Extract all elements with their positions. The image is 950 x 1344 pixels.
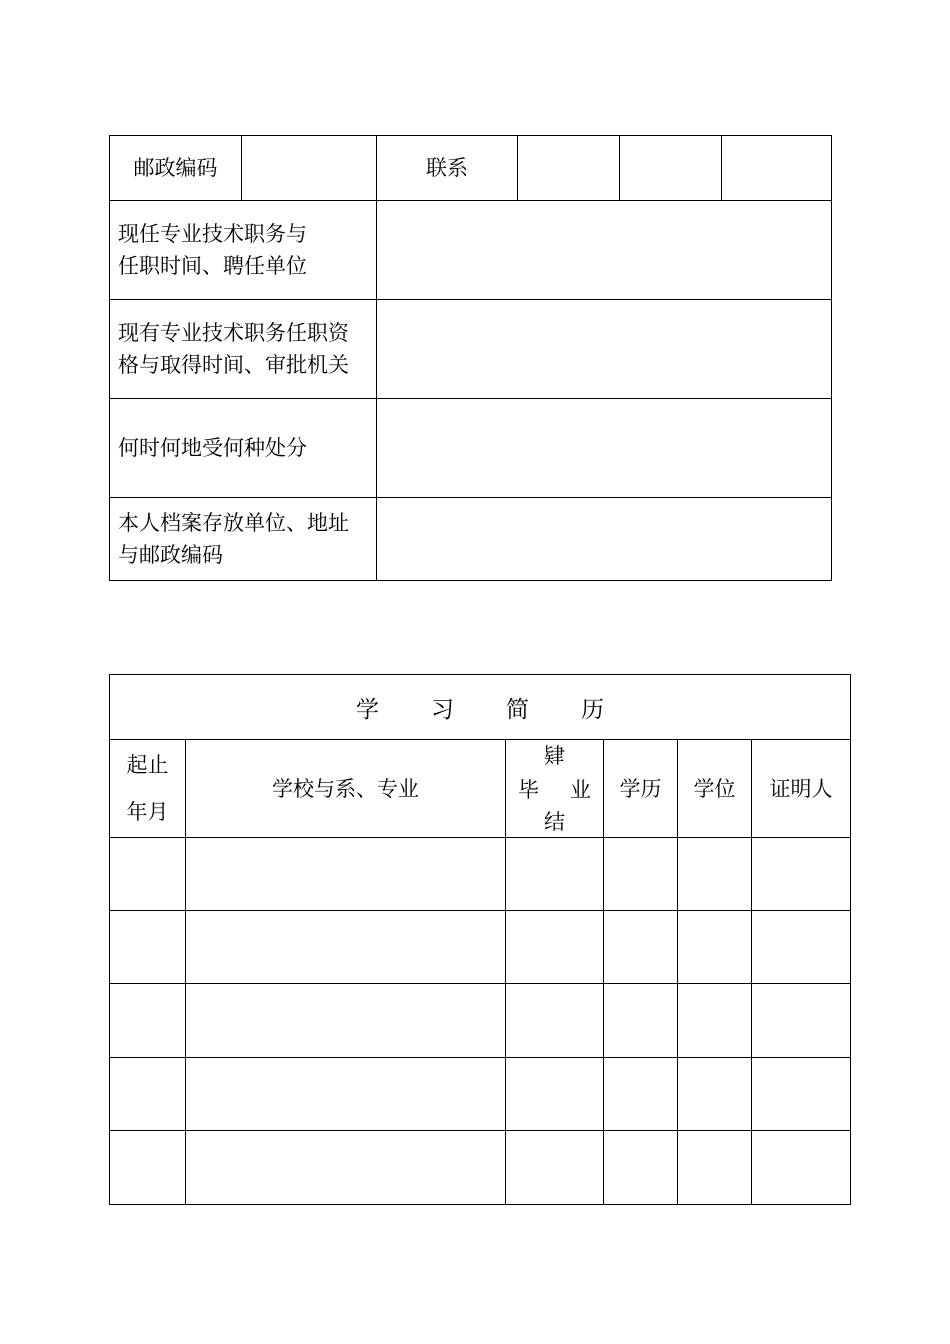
school-cell[interactable] — [186, 984, 505, 1057]
title-char-3: 简 — [506, 696, 529, 723]
witness-cell[interactable] — [752, 1131, 850, 1204]
title-char-2: 习 — [431, 696, 454, 723]
education-cell[interactable] — [604, 984, 677, 1057]
archive-label-line1: 本人档案存放单位、地址 — [118, 511, 349, 535]
education-cell[interactable] — [604, 911, 677, 983]
status-bottom: 结 — [544, 810, 565, 834]
status-right: 业 — [570, 778, 591, 802]
postal-code-label: 邮政编码 — [133, 156, 218, 180]
header-period-line2: 年月 — [126, 799, 169, 824]
qualification-label — [118, 300, 376, 398]
study-history-title — [110, 675, 850, 739]
header-school: 学校与系、专业 — [272, 776, 419, 801]
witness-cell[interactable] — [752, 838, 850, 910]
archive-label — [118, 498, 376, 580]
current-title-label-line1: 现任专业技术职务与 — [118, 222, 307, 246]
table-row — [110, 984, 850, 1057]
period-cell[interactable] — [110, 984, 185, 1057]
status-cell[interactable] — [506, 838, 603, 910]
study-history-table — [0, 650, 950, 1250]
punishment-label-line1: 何时何地受何种处分 — [118, 436, 307, 460]
witness-cell[interactable] — [752, 1058, 850, 1130]
postal-code-field[interactable] — [242, 136, 376, 200]
status-top: 肄 — [544, 744, 565, 768]
qualification-label-line1: 现有专业技术职务任职资 — [118, 321, 349, 345]
witness-cell[interactable] — [752, 911, 850, 983]
punishment-field[interactable] — [377, 399, 831, 497]
header-degree: 学位 — [693, 776, 736, 801]
archive-label-line2: 与邮政编码 — [118, 543, 223, 567]
status-cell[interactable] — [506, 984, 603, 1057]
degree-cell[interactable] — [678, 984, 751, 1057]
table-row — [110, 1131, 850, 1204]
degree-cell[interactable] — [678, 838, 751, 910]
current-title-field[interactable] — [377, 201, 831, 299]
title-char-1: 学 — [356, 696, 379, 723]
contact-field-2[interactable] — [620, 136, 721, 200]
school-cell[interactable] — [186, 838, 505, 910]
period-cell[interactable] — [110, 838, 185, 910]
contact-field-3[interactable] — [722, 136, 831, 200]
title-char-4: 历 — [581, 696, 604, 723]
degree-cell[interactable] — [678, 1131, 751, 1204]
header-witness: 证明人 — [769, 776, 833, 801]
period-cell[interactable] — [110, 911, 185, 983]
archive-field[interactable] — [377, 498, 831, 580]
status-cell[interactable] — [506, 911, 603, 983]
header-education: 学历 — [619, 776, 662, 801]
qualification-field[interactable] — [377, 300, 831, 398]
current-title-label-line2: 任职时间、聘任单位 — [118, 254, 307, 278]
status-cell[interactable] — [506, 1131, 603, 1204]
period-cell[interactable] — [110, 1058, 185, 1130]
table-row — [110, 1058, 850, 1130]
education-cell[interactable] — [604, 1131, 677, 1204]
table-row — [110, 838, 850, 910]
status-cell[interactable] — [506, 1058, 603, 1130]
period-cell[interactable] — [110, 1131, 185, 1204]
punishment-label — [118, 399, 376, 497]
qualification-label-line2: 格与取得时间、审批机关 — [118, 353, 349, 377]
school-cell[interactable] — [186, 911, 505, 983]
witness-cell[interactable] — [752, 984, 850, 1057]
header-graduation-status — [506, 740, 603, 837]
header-period-line1: 起止 — [126, 752, 169, 777]
personal-info-table — [0, 0, 950, 600]
header-period — [110, 740, 185, 837]
contact-field-1[interactable] — [518, 136, 619, 200]
contact-label: 联系 — [426, 156, 468, 180]
degree-cell[interactable] — [678, 911, 751, 983]
school-cell[interactable] — [186, 1058, 505, 1130]
school-cell[interactable] — [186, 1131, 505, 1204]
status-left: 毕 — [518, 778, 539, 802]
current-title-label — [118, 201, 376, 299]
table-row — [110, 911, 850, 983]
education-cell[interactable] — [604, 838, 677, 910]
degree-cell[interactable] — [678, 1058, 751, 1130]
education-cell[interactable] — [604, 1058, 677, 1130]
